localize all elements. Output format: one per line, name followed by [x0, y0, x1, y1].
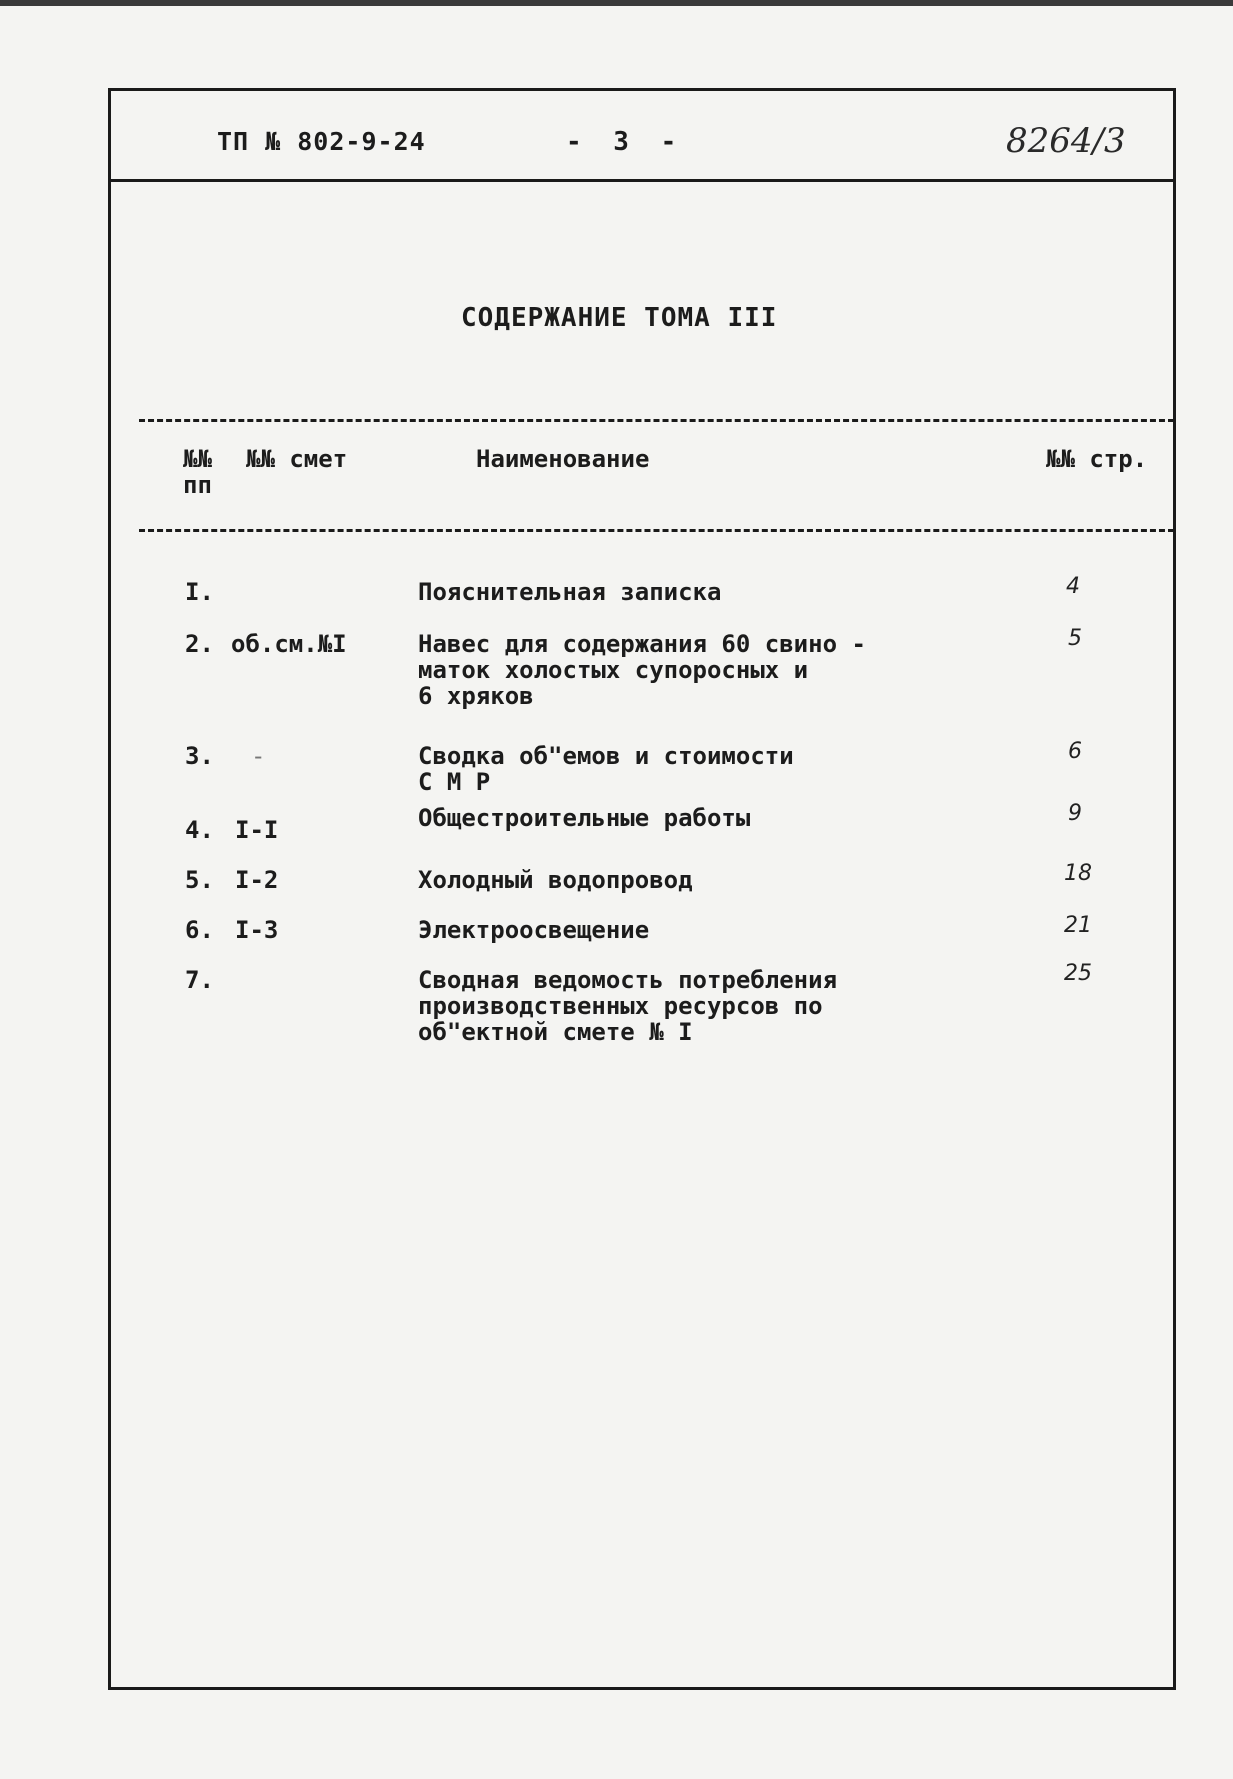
row-4-name: Общестроительные работы: [418, 804, 751, 832]
row-6-estimate: I-3: [235, 916, 279, 944]
row-5-page: 18: [1064, 861, 1092, 886]
row-6-name: Электроосвещение: [418, 916, 650, 944]
row-7-page: 25: [1064, 961, 1092, 986]
row-1-page: 4: [1066, 574, 1080, 599]
row-1-name: Пояснительная записка: [418, 578, 722, 606]
row-2-num: 2.: [185, 630, 214, 658]
row-1-num: I.: [185, 578, 214, 606]
row-5-estimate: I-2: [235, 866, 279, 894]
document-code: ТП № 802-9-24: [217, 127, 426, 156]
row-6-num: 6.: [185, 916, 214, 944]
row-2-page: 5: [1068, 626, 1082, 651]
row-4-page: 9: [1068, 801, 1082, 826]
row-7-name: Сводная ведомость потребления производственных ресурсов по об"ектной смете № I: [418, 966, 838, 1046]
row-4-num: 4.: [185, 816, 214, 844]
column-header-num: №№ пп: [183, 445, 212, 499]
row-3-estimate: -: [251, 742, 266, 770]
column-header-page: №№ стр.: [1046, 445, 1148, 473]
table-header-dashed-rule: [139, 529, 1174, 532]
row-2-estimate: об.см.№I: [231, 630, 347, 658]
row-4-estimate: I-I: [235, 816, 279, 844]
row-3-page: 6: [1068, 739, 1082, 764]
row-3-num: 3.: [185, 742, 214, 770]
column-header-estimate: №№ смет: [246, 445, 348, 473]
page-title: СОДЕРЖАНИЕ ТОМА III: [461, 303, 778, 333]
column-header-name: Наименование: [476, 445, 650, 473]
document-frame: [108, 88, 1176, 1690]
row-7-num: 7.: [185, 966, 214, 994]
row-2-name: Навес для содержания 60 свино - маток холостых супоросных и 6 хряков: [418, 630, 866, 710]
archive-number: 8264/3: [1006, 121, 1126, 161]
scan-top-edge: [0, 0, 1233, 6]
page-number: - 3 -: [566, 127, 685, 157]
row-3-name: Сводка об"емов и стоимости С М Р: [418, 742, 794, 796]
header-divider: [111, 179, 1173, 182]
row-5-num: 5.: [185, 866, 214, 894]
row-5-name: Холодный водопровод: [418, 866, 693, 894]
row-6-page: 21: [1064, 913, 1092, 938]
table-top-dashed-rule: [139, 419, 1174, 422]
